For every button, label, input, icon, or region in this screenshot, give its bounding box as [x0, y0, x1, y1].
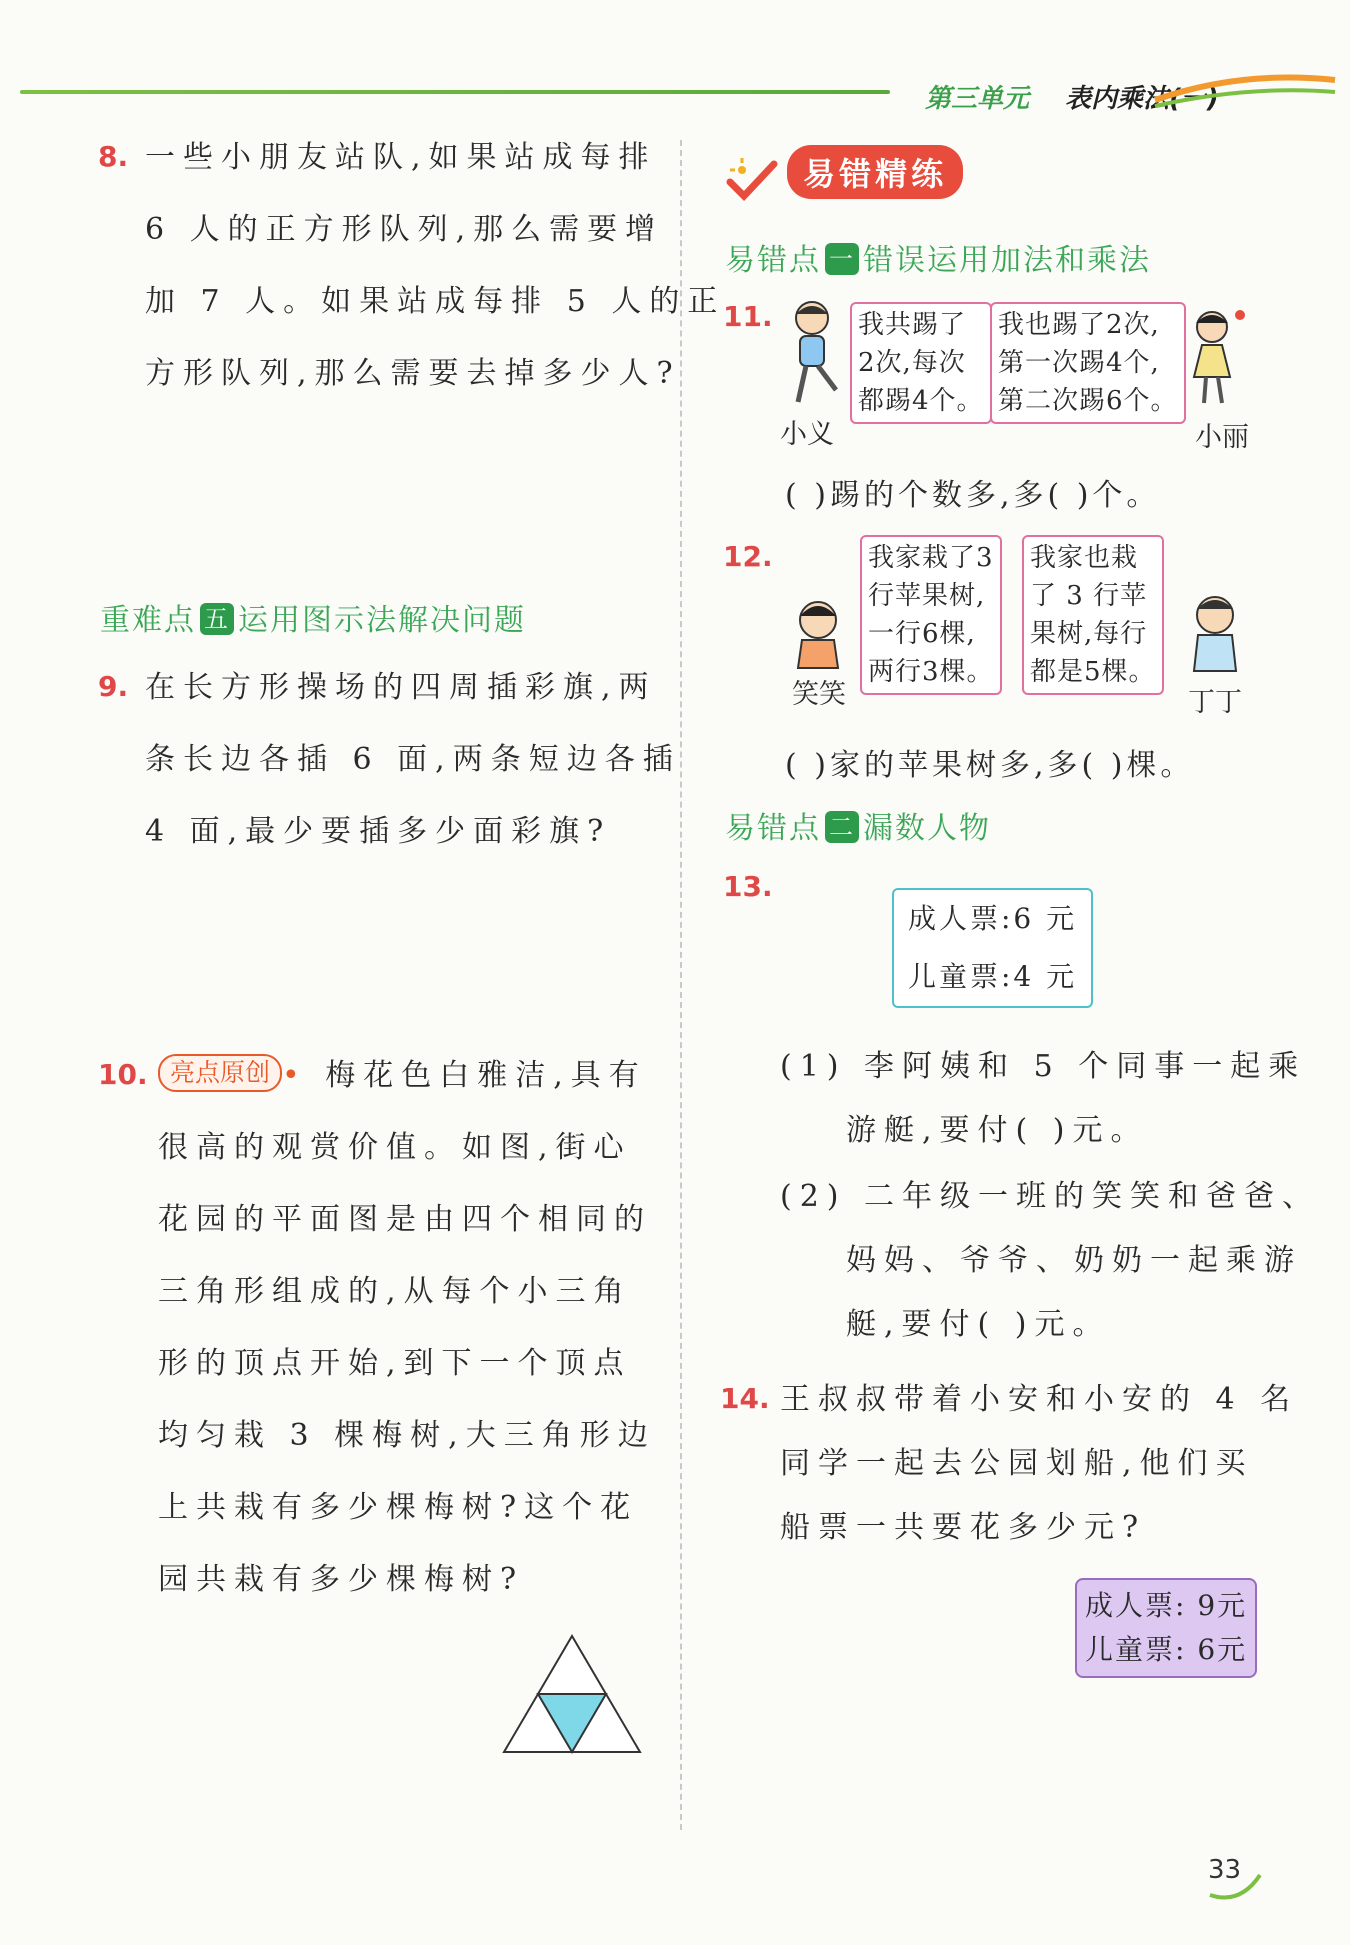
page-swoosh-icon — [1205, 1855, 1265, 1905]
bubble-line: 我家也栽 — [1030, 543, 1139, 573]
bubble-line: 都踢4个。 — [858, 386, 984, 416]
q10-line: 很高的观赏价值。如图,街心 — [158, 1130, 632, 1165]
header-title: 表内乘法(一) — [1065, 84, 1219, 114]
q14-line: 船票一共要花多少元? — [780, 1510, 1147, 1545]
q9-line: 4 面,最少要插多少面彩旗? — [145, 814, 612, 849]
error-badge: 二 — [825, 811, 859, 843]
name-xiaoli: 小丽 — [1195, 422, 1249, 453]
error-prefix: 易错点 — [725, 811, 821, 846]
girl-xiaoxiao-icon — [778, 590, 858, 670]
q13-sub2 — [780, 1165, 1320, 1357]
q10-text: 亮点原创 • 梅花色白雅洁,具有 很高的观赏价值。如图,街心 花园的平面图是由四个相同的 三角形组成的,从每个小三角 形的顶点开始,到下一个顶点 均匀栽 3 棵梅树,大三角形边 上共栽有多少棵梅树?这个花 园共栽有多少棵梅树? — [158, 1040, 656, 1616]
header-swoosh-icon — [1150, 60, 1340, 110]
section-text: 运用图示法解决问题 — [238, 603, 526, 638]
q10-line: 形的顶点开始,到下一个顶点 — [158, 1346, 632, 1381]
q13-sub2-line: 艇,要付( )元。 — [846, 1307, 1111, 1342]
q13-sub1-line: (1) 李阿姨和 5 个同事一起乘 — [780, 1049, 1307, 1084]
q10-line: 三角形组成的,从每个小三角 — [158, 1274, 632, 1309]
q11-bubble-left — [850, 302, 992, 424]
section-badge: 五 — [200, 603, 234, 635]
girl-shuttlecock-icon — [1180, 305, 1250, 405]
adult-price: 成人票:6 元 — [908, 902, 1078, 935]
bubble-line: 两行3棵。 — [868, 657, 994, 687]
error-heading-2 — [725, 803, 991, 847]
q9-line: 在长方形操场的四周插彩旗,两 — [145, 670, 657, 705]
practice-banner — [722, 145, 963, 206]
section-heading-5 — [100, 595, 526, 639]
name-dingding: 丁丁 — [1188, 687, 1242, 718]
q8-text — [145, 122, 725, 410]
q9-line: 条长边各插 6 面,两条短边各插 — [145, 742, 681, 777]
boy-dingding-icon — [1180, 585, 1250, 675]
q8-line: 方形队列,那么需要去掉多少人? — [145, 356, 681, 391]
q8-line: 加 7 人。如果站成每排 5 人的正 — [145, 284, 726, 319]
child-price: 儿童票:4 元 — [908, 960, 1078, 993]
bubble-line: 第二次踢6个。 — [998, 386, 1178, 416]
name-xiaoyi: 小义 — [780, 419, 834, 450]
error-heading-1 — [725, 235, 1151, 279]
boy-kicking-icon — [778, 298, 846, 408]
name-xiaoxiao: 笑笑 — [792, 679, 846, 710]
q8-line: 6 人的正方形队列,那么需要增 — [145, 212, 664, 247]
q10-line: 均匀栽 3 棵梅树,大三角形边 — [158, 1418, 656, 1453]
q8-number: 8. — [98, 140, 129, 173]
q8-line: 一些小朋友站队,如果站成每排 — [145, 140, 657, 175]
error-badge: 一 — [825, 243, 859, 275]
error-text: 错误运用加法和乘法 — [863, 243, 1151, 278]
triangle-garden-diagram — [500, 1630, 645, 1760]
bubble-line: 一行6棵, — [868, 619, 976, 649]
error-prefix: 易错点 — [725, 243, 821, 278]
q10-line: 上共栽有多少棵梅树?这个花 — [158, 1490, 639, 1525]
q12-number: 12. — [723, 540, 773, 573]
page-number: 33 — [1208, 1855, 1242, 1885]
q13-sub2-line: 妈妈、爷爷、奶奶一起乘游 — [846, 1243, 1302, 1278]
q11-bubble-right — [990, 302, 1186, 424]
section-prefix: 重难点 — [100, 603, 196, 638]
error-text: 漏数人物 — [863, 811, 991, 846]
q11-answer: ( )踢的个数多,多( )个。 — [785, 478, 1161, 513]
bubble-line: 行苹果树, — [868, 581, 986, 611]
bubble-line: 2次,每次 — [858, 348, 966, 378]
q12-answer: ( )家的苹果树多,多( )棵。 — [785, 748, 1195, 783]
bubble-line: 我共踢了 — [858, 310, 967, 340]
bubble-line: 都是5棵。 — [1030, 657, 1156, 687]
q13-sub1 — [780, 1035, 1306, 1163]
q14-line: 同学一起去公园划船,他们买 — [780, 1446, 1254, 1481]
q13-number: 13. — [723, 870, 773, 903]
q14-price-board — [1075, 1578, 1257, 1678]
child-price: 儿童票: 6元 — [1085, 1633, 1248, 1666]
q10-line: 园共栽有多少棵梅树? — [158, 1562, 525, 1597]
q10-first-line: 梅花色白雅洁,具有 — [325, 1058, 647, 1093]
bubble-line: 我也踢了2次, — [998, 310, 1160, 340]
adult-price: 成人票: 9元 — [1085, 1589, 1248, 1622]
q12-bubble-left — [860, 535, 1002, 695]
q13-sub1-line: 游艇,要付( )元。 — [846, 1113, 1149, 1148]
q11-number: 11. — [723, 300, 773, 333]
bubble-line: 果树,每行 — [1030, 619, 1148, 649]
bubble-line: 第一次踢4个, — [998, 348, 1160, 378]
q10-line: 花园的平面图是由四个相同的 — [158, 1202, 652, 1237]
header-unit: 第三单元 — [925, 84, 1030, 114]
practice-banner-label: 易错精练 — [787, 145, 963, 199]
q10-number: 10. — [98, 1058, 148, 1091]
q14-number: 14. — [720, 1382, 770, 1415]
checkmark-sun-icon — [722, 156, 782, 206]
header-rule — [20, 90, 890, 94]
q13-price-board — [892, 888, 1093, 1008]
bubble-line: 我家栽了3 — [868, 543, 994, 573]
q13-sub2-line: (2) 二年级一班的笑笑和爸爸、 — [780, 1179, 1321, 1214]
q9-text — [145, 652, 681, 868]
q12-bubble-right — [1022, 535, 1164, 695]
original-tag: 亮点原创 — [158, 1054, 282, 1092]
q9-number: 9. — [98, 670, 129, 703]
q14-text — [780, 1368, 1298, 1560]
bubble-line: 了 3 行苹 — [1030, 581, 1148, 611]
q14-line: 王叔叔带着小安和小安的 4 名 — [780, 1382, 1299, 1417]
